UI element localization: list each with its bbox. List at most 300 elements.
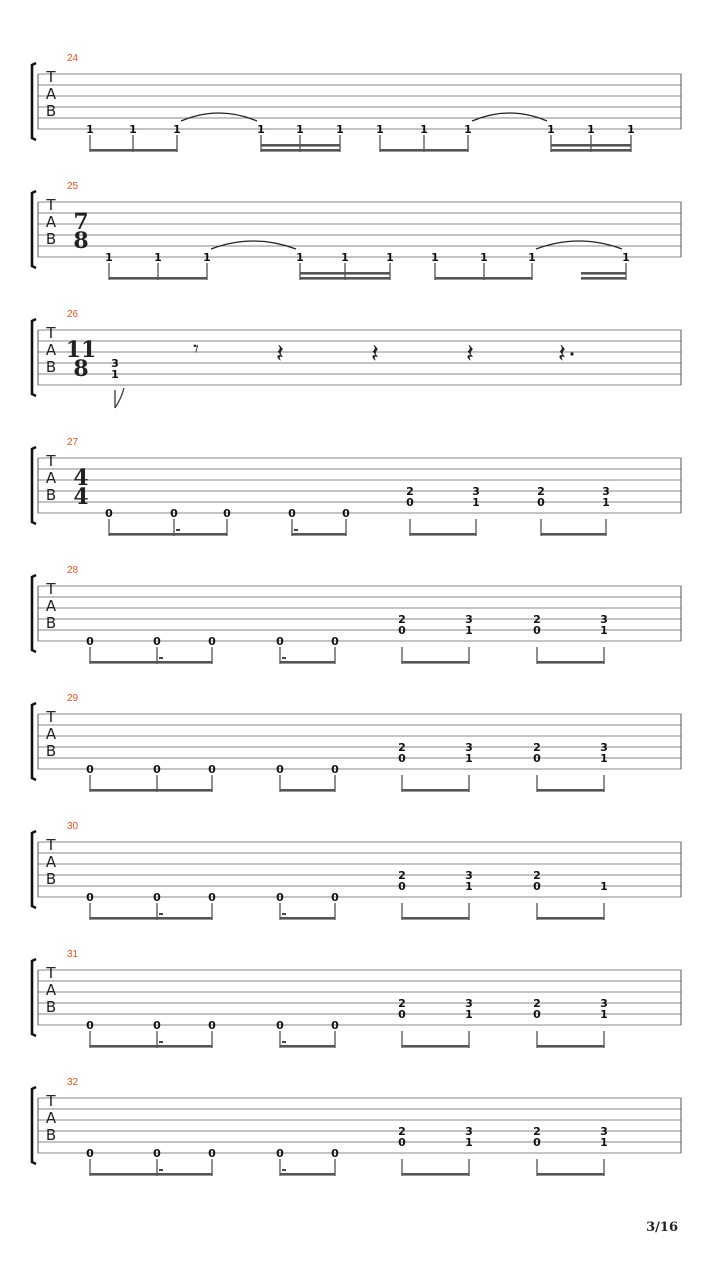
time-signature-top: 4 xyxy=(73,465,89,491)
tab-note xyxy=(386,251,394,280)
beam xyxy=(261,149,340,152)
fret-number: 2 xyxy=(533,997,541,1010)
tab-note xyxy=(341,251,349,280)
tab-note xyxy=(86,891,94,920)
rest-eighth xyxy=(193,337,199,362)
fret-number: 0 xyxy=(331,763,339,776)
time-signature-bottom: 8 xyxy=(73,356,89,382)
fret-number: 0 xyxy=(406,496,414,509)
tab-note xyxy=(276,1147,286,1176)
beam xyxy=(380,149,468,152)
duration-dot xyxy=(159,913,163,915)
tab-clef-a: A xyxy=(45,597,57,615)
fret-number: 2 xyxy=(398,869,406,882)
tab-system-27 xyxy=(32,437,681,536)
tab-note xyxy=(208,635,216,664)
fret-number: 0 xyxy=(276,1147,284,1160)
tab-note xyxy=(472,485,480,536)
time-signature-bottom: 8 xyxy=(73,228,89,254)
tab-note xyxy=(376,123,384,152)
beam xyxy=(551,149,631,152)
fret-number: 1 xyxy=(627,123,635,136)
system-bracket xyxy=(32,831,36,908)
fret-number: 1 xyxy=(173,123,181,136)
system-bracket xyxy=(32,191,36,268)
tab-clef-t: T xyxy=(46,1092,56,1110)
tab-clef-b: B xyxy=(45,998,57,1016)
duration-dot xyxy=(282,913,286,915)
bar-number: 24 xyxy=(67,53,79,64)
beam xyxy=(300,277,390,280)
tab-note xyxy=(533,741,541,792)
fret-number: 0 xyxy=(533,752,541,765)
tab-clef-t: T xyxy=(46,452,56,470)
tab-note xyxy=(627,123,635,152)
tab-clef-b: B xyxy=(45,486,57,504)
rest-quarter xyxy=(466,339,474,369)
fret-number: 2 xyxy=(406,485,414,498)
tab-note xyxy=(296,251,304,280)
tab-note xyxy=(431,251,439,280)
fret-number: 1 xyxy=(296,251,304,264)
fret-number: 1 xyxy=(129,123,137,136)
fret-number: 0 xyxy=(208,763,216,776)
tab-note xyxy=(86,635,94,664)
fret-number: 0 xyxy=(223,507,231,520)
tab-note xyxy=(208,763,216,792)
tab-note xyxy=(173,123,181,152)
fret-number: 0 xyxy=(86,891,94,904)
fret-number: 2 xyxy=(398,997,406,1010)
tab-note xyxy=(533,613,541,664)
fret-number: 1 xyxy=(154,251,162,264)
quarter-rest-glyph: 𝄽 xyxy=(558,339,566,369)
tab-clef-t: T xyxy=(46,580,56,598)
tab-note xyxy=(600,613,608,664)
beam xyxy=(541,533,606,536)
beam xyxy=(280,1173,335,1176)
tab-note xyxy=(622,251,630,280)
tab-note xyxy=(105,251,113,280)
fret-number: 0 xyxy=(533,1008,541,1021)
fret-number: 0 xyxy=(398,1136,406,1149)
tab-note xyxy=(288,507,298,536)
tab-clef-a: A xyxy=(45,213,57,231)
fret-number: 2 xyxy=(398,741,406,754)
beam xyxy=(410,533,476,536)
fret-number: 1 xyxy=(528,251,536,264)
rest-dot xyxy=(570,352,573,355)
tab-note xyxy=(398,741,406,792)
fret-number: 1 xyxy=(547,123,555,136)
tab-clef-t: T xyxy=(46,964,56,982)
tab-clef-a: A xyxy=(45,85,57,103)
tab-note xyxy=(480,251,488,280)
fret-number: 1 xyxy=(472,496,480,509)
fret-number: 1 xyxy=(336,123,344,136)
tab-note xyxy=(587,123,595,152)
system-bracket xyxy=(32,575,36,652)
tab-note xyxy=(465,997,473,1048)
tab-note xyxy=(331,891,339,920)
duration-dot xyxy=(176,529,180,531)
tie-arc xyxy=(181,113,257,121)
bar-number: 32 xyxy=(67,1077,79,1088)
fret-number: 0 xyxy=(86,1147,94,1160)
tab-note xyxy=(276,891,286,920)
fret-number: 0 xyxy=(208,635,216,648)
tab-note xyxy=(331,1147,339,1176)
fret-number: 1 xyxy=(464,123,472,136)
beam xyxy=(292,533,346,536)
fret-number: 1 xyxy=(86,123,94,136)
tab-note xyxy=(111,357,124,408)
tie-arc xyxy=(472,113,547,121)
tab-note xyxy=(296,123,304,152)
fret-number: 0 xyxy=(153,1147,161,1160)
duration-dot xyxy=(282,657,286,659)
beam xyxy=(537,789,604,792)
tab-note xyxy=(276,763,284,792)
tab-note xyxy=(464,123,472,152)
tab-note xyxy=(600,741,608,792)
tab-note xyxy=(600,997,608,1048)
tab-note xyxy=(528,251,536,280)
tab-note xyxy=(276,1019,286,1048)
beam xyxy=(90,661,212,664)
tab-system-24 xyxy=(32,53,681,152)
beam xyxy=(90,1045,212,1048)
tab-note xyxy=(208,891,216,920)
tab-note xyxy=(420,123,428,152)
fret-number: 2 xyxy=(533,1125,541,1138)
fret-number: 0 xyxy=(208,891,216,904)
fret-number: 3 xyxy=(600,741,608,754)
fret-number: 3 xyxy=(600,1125,608,1138)
system-bracket xyxy=(32,1087,36,1164)
fret-number: 3 xyxy=(472,485,480,498)
beam xyxy=(537,1173,604,1176)
fret-number: 1 xyxy=(203,251,211,264)
tab-note xyxy=(600,1125,608,1176)
tab-note xyxy=(331,635,339,664)
fret-number: 1 xyxy=(341,251,349,264)
tab-note xyxy=(153,1147,163,1176)
bar-number: 30 xyxy=(67,821,79,832)
tab-clef-a: A xyxy=(45,1109,57,1127)
fret-number: 0 xyxy=(398,1008,406,1021)
system-bracket xyxy=(32,703,36,780)
beam xyxy=(581,277,626,280)
tab-note xyxy=(547,123,555,152)
tab-clef-t: T xyxy=(46,68,56,86)
bar-number: 29 xyxy=(67,693,79,704)
duration-dot xyxy=(159,657,163,659)
tie-arc xyxy=(536,241,622,249)
fret-number: 0 xyxy=(276,891,284,904)
fret-number: 0 xyxy=(153,1019,161,1032)
fret-number: 3 xyxy=(600,997,608,1010)
rest-quarter xyxy=(371,339,379,369)
tab-note xyxy=(398,1125,406,1176)
beam xyxy=(300,272,390,275)
beam xyxy=(90,1173,212,1176)
fret-number: 1 xyxy=(465,752,473,765)
fret-number: 0 xyxy=(208,1147,216,1160)
rest-quarter xyxy=(276,339,284,369)
tab-note xyxy=(276,635,286,664)
beam xyxy=(581,272,626,275)
beam xyxy=(280,917,335,920)
beam xyxy=(280,1045,335,1048)
page-number: 3/16 xyxy=(646,1220,678,1235)
beam xyxy=(90,789,212,792)
fret-number: 0 xyxy=(276,635,284,648)
tab-note xyxy=(208,1019,216,1048)
tab-clef-b: B xyxy=(45,742,57,760)
fret-number: 0 xyxy=(533,1136,541,1149)
system-bracket xyxy=(32,319,36,396)
tab-system-26 xyxy=(32,309,681,408)
tab-clef-a: A xyxy=(45,853,57,871)
fret-number: 1 xyxy=(600,880,608,893)
fret-number: 1 xyxy=(587,123,595,136)
tab-clef-b: B xyxy=(45,358,57,376)
fret-number: 0 xyxy=(276,1019,284,1032)
tab-note xyxy=(465,1125,473,1176)
tab-note xyxy=(465,613,473,664)
fret-number: 1 xyxy=(386,251,394,264)
fret-number: 0 xyxy=(170,507,178,520)
fret-number: 3 xyxy=(465,613,473,626)
fret-number: 1 xyxy=(465,624,473,637)
tab-note xyxy=(602,485,610,536)
fret-number: 1 xyxy=(420,123,428,136)
beam xyxy=(435,277,532,280)
fret-number: 1 xyxy=(465,1008,473,1021)
beam xyxy=(109,533,227,536)
beam xyxy=(551,144,631,147)
tab-system-30 xyxy=(32,821,681,920)
fret-number: 0 xyxy=(288,507,296,520)
fret-number: 1 xyxy=(431,251,439,264)
system-bracket xyxy=(32,959,36,1036)
tab-clef-b: B xyxy=(45,870,57,888)
fret-number: 0 xyxy=(331,635,339,648)
tab-note xyxy=(154,251,162,280)
fret-number: 1 xyxy=(465,880,473,893)
time-signature-top: 7 xyxy=(73,209,89,235)
fret-number: 0 xyxy=(533,624,541,637)
fret-number: 0 xyxy=(153,891,161,904)
tab-clef-t: T xyxy=(46,324,56,342)
fret-number: 2 xyxy=(398,1125,406,1138)
tab-note xyxy=(153,763,161,792)
bar-number: 28 xyxy=(67,565,79,576)
fret-number: 1 xyxy=(600,1136,608,1149)
tab-system-28 xyxy=(32,565,681,664)
tab-note xyxy=(153,891,163,920)
fret-number: 1 xyxy=(480,251,488,264)
tab-system-32 xyxy=(32,1077,681,1176)
tab-clef-t: T xyxy=(46,196,56,214)
fret-number: 0 xyxy=(105,507,113,520)
tab-note xyxy=(129,123,137,152)
fret-number: 1 xyxy=(600,1008,608,1021)
fret-number: 0 xyxy=(537,496,545,509)
tab-note xyxy=(170,507,180,536)
beam xyxy=(537,1045,604,1048)
quarter-rest-glyph: 𝄽 xyxy=(466,339,474,369)
tab-note xyxy=(223,507,231,536)
fret-number: 3 xyxy=(465,997,473,1010)
beam xyxy=(537,661,604,664)
tab-clef-b: B xyxy=(45,614,57,632)
fret-number: 2 xyxy=(537,485,545,498)
tab-note xyxy=(465,869,473,920)
fret-number: 0 xyxy=(342,507,350,520)
beam xyxy=(109,277,207,280)
fret-number: 0 xyxy=(86,1019,94,1032)
fret-number: 2 xyxy=(533,869,541,882)
fret-number: 1 xyxy=(111,368,119,381)
duration-dot xyxy=(282,1041,286,1043)
tab-note xyxy=(398,869,406,920)
tab-note xyxy=(86,1019,94,1048)
system-bracket xyxy=(32,63,36,140)
beam xyxy=(537,917,604,920)
tab-note xyxy=(342,507,350,536)
quarter-rest-glyph: 𝄽 xyxy=(371,339,379,369)
duration-dot xyxy=(294,529,298,531)
duration-dot xyxy=(159,1169,163,1171)
tab-clef-b: B xyxy=(45,1126,57,1144)
tab-note xyxy=(533,869,541,920)
fret-number: 3 xyxy=(111,357,119,370)
tab-system-29 xyxy=(32,693,681,792)
bar-number: 27 xyxy=(67,437,79,448)
fret-number: 0 xyxy=(153,635,161,648)
tab-note xyxy=(86,1147,94,1176)
beam xyxy=(402,661,469,664)
quarter-rest-glyph: 𝄽 xyxy=(276,339,284,369)
tab-note xyxy=(331,1019,339,1048)
rest-quarter-dotted xyxy=(558,339,574,369)
fret-number: 0 xyxy=(208,1019,216,1032)
tab-note xyxy=(465,741,473,792)
beam xyxy=(280,661,335,664)
fret-number: 0 xyxy=(398,624,406,637)
fret-number: 0 xyxy=(331,891,339,904)
fret-number: 0 xyxy=(331,1019,339,1032)
tab-clef-b: B xyxy=(45,230,57,248)
beam xyxy=(402,917,469,920)
tab-note xyxy=(537,485,545,536)
time-signature-bottom: 4 xyxy=(73,484,89,510)
fret-number: 0 xyxy=(86,763,94,776)
tab-system-31 xyxy=(32,949,681,1048)
tab-note xyxy=(406,485,414,536)
fret-number: 3 xyxy=(465,741,473,754)
tab-note xyxy=(398,997,406,1048)
fret-number: 2 xyxy=(533,613,541,626)
tab-note xyxy=(600,880,608,920)
eighth-rest-glyph: 𝄾 xyxy=(193,337,199,362)
tab-note xyxy=(257,123,265,152)
fret-number: 1 xyxy=(602,496,610,509)
fret-number: 3 xyxy=(465,869,473,882)
fret-number: 2 xyxy=(398,613,406,626)
tab-clef-a: A xyxy=(45,725,57,743)
beam xyxy=(90,917,212,920)
beam xyxy=(402,789,469,792)
fret-number: 0 xyxy=(398,752,406,765)
fret-number: 1 xyxy=(622,251,630,264)
fret-number: 3 xyxy=(602,485,610,498)
fret-number: 0 xyxy=(533,880,541,893)
tab-clef-b: B xyxy=(45,102,57,120)
beam xyxy=(280,789,335,792)
tab-note xyxy=(153,635,163,664)
tab-note xyxy=(86,123,94,152)
fret-number: 0 xyxy=(153,763,161,776)
bar-number: 26 xyxy=(67,309,79,320)
beam xyxy=(90,149,177,152)
tab-system-25 xyxy=(32,181,681,280)
fret-number: 3 xyxy=(600,613,608,626)
tab-clef-a: A xyxy=(45,341,57,359)
fret-number: 0 xyxy=(86,635,94,648)
tab-note xyxy=(331,763,339,792)
tab-note xyxy=(336,123,344,152)
beam xyxy=(402,1045,469,1048)
tab-clef-t: T xyxy=(46,708,56,726)
beam xyxy=(402,1173,469,1176)
fret-number: 1 xyxy=(105,251,113,264)
fret-number: 1 xyxy=(376,123,384,136)
duration-dot xyxy=(159,1041,163,1043)
fret-number: 0 xyxy=(276,763,284,776)
tab-note xyxy=(208,1147,216,1176)
bar-number: 25 xyxy=(67,181,79,192)
fret-number: 0 xyxy=(331,1147,339,1160)
fret-number: 1 xyxy=(600,624,608,637)
tab-clef-a: A xyxy=(45,469,57,487)
fret-number: 1 xyxy=(600,752,608,765)
time-signature-top: 11 xyxy=(65,337,97,363)
fret-number: 1 xyxy=(465,1136,473,1149)
beam xyxy=(261,144,340,147)
tab-note xyxy=(203,251,211,280)
tab-note xyxy=(153,1019,163,1048)
tab-note xyxy=(533,997,541,1048)
tab-clef-t: T xyxy=(46,836,56,854)
fret-number: 0 xyxy=(398,880,406,893)
tie-arc xyxy=(211,241,296,249)
fret-number: 1 xyxy=(257,123,265,136)
tab-note xyxy=(86,763,94,792)
fret-number: 2 xyxy=(533,741,541,754)
tab-clef-a: A xyxy=(45,981,57,999)
system-bracket xyxy=(32,447,36,524)
duration-dot xyxy=(282,1169,286,1171)
note-flag xyxy=(115,388,124,408)
bar-number: 31 xyxy=(67,949,79,960)
fret-number: 1 xyxy=(296,123,304,136)
tab-note xyxy=(533,1125,541,1176)
tab-note xyxy=(398,613,406,664)
tab-note xyxy=(105,507,113,536)
